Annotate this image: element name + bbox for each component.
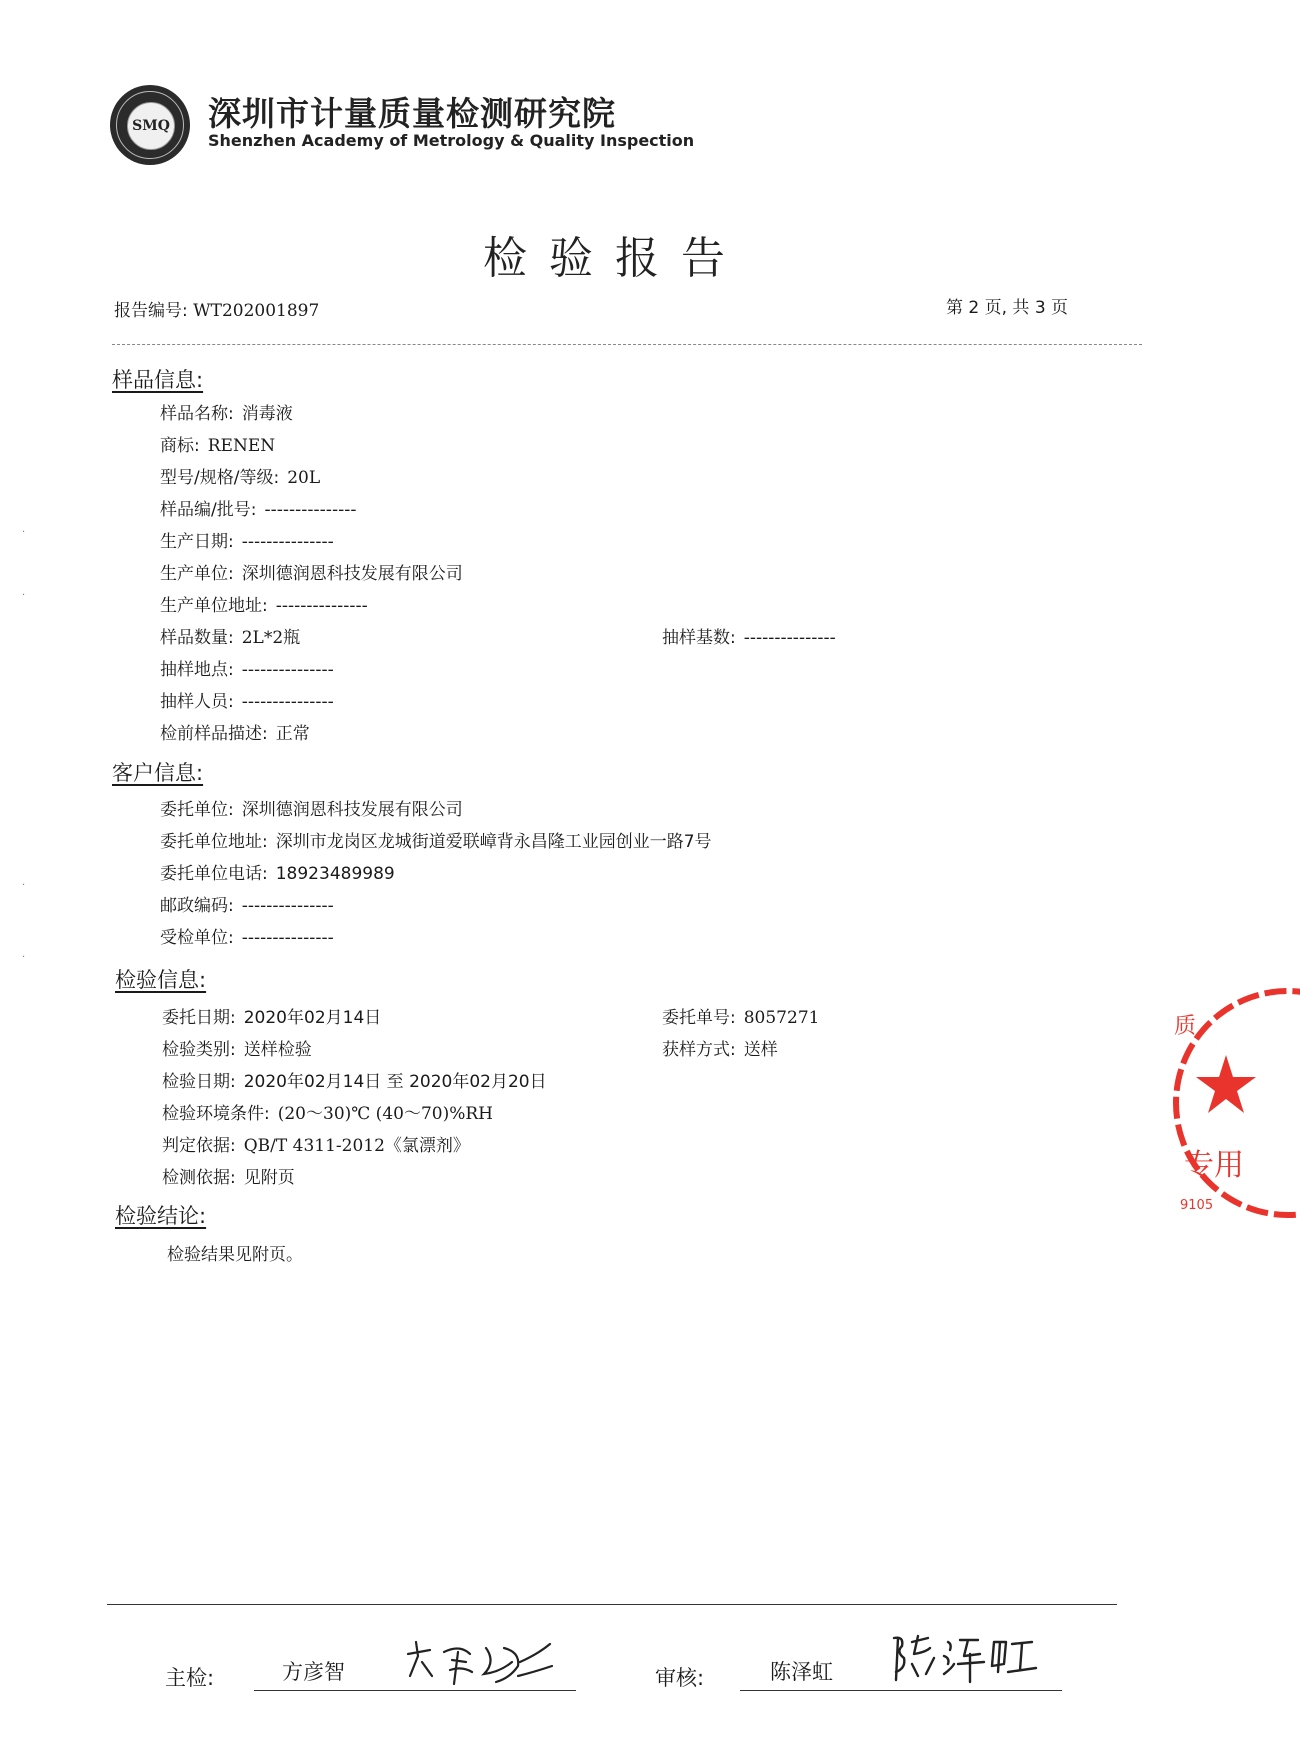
field-value: ---------------: [275, 596, 368, 616]
field-model-spec: [160, 463, 320, 488]
section-inspection-info: 检验信息:: [115, 968, 207, 992]
field-label: 获样方式:: [662, 1040, 736, 1060]
field-value: 消毒液: [241, 404, 293, 424]
field-label: 样品数量:: [160, 628, 234, 648]
section-conclusion: 检验结论:: [115, 1204, 207, 1228]
section-sample-info: 样品信息:: [112, 368, 204, 392]
field-client: [160, 795, 463, 820]
org-name-en: Shenzhen Academy of Metrology & Quality Inspection: [208, 131, 695, 150]
reviewer-name: 陈泽虹: [770, 1660, 833, 1684]
field-value: 18923489989: [275, 864, 395, 884]
field-environment: [162, 1099, 493, 1124]
field-sampling-base: [662, 623, 836, 648]
field-value: ---------------: [241, 532, 334, 552]
field-value: ---------------: [264, 500, 357, 520]
field-label: 抽样基数:: [662, 628, 736, 648]
section-customer-info: 客户信息:: [112, 761, 204, 785]
stamp-code: 9105: [1180, 1198, 1214, 1213]
field-production-date: [160, 527, 334, 552]
field-value: QB/T 4311-2012《氯漂剂》: [243, 1136, 470, 1156]
page-title: 检验报告: [483, 233, 747, 284]
header-divider: [112, 344, 1142, 345]
scan-mark: ·: [22, 880, 26, 891]
field-label: 委托日期:: [162, 1008, 236, 1028]
field-label: 委托单号:: [662, 1008, 736, 1028]
field-label: 受检单位:: [160, 928, 234, 948]
stamp-star-icon: [1196, 1055, 1256, 1113]
inspector-label: 主检:: [165, 1666, 215, 1690]
field-sample-quantity: [160, 623, 300, 648]
field-value: 见附页: [243, 1168, 295, 1188]
field-judgement-basis: [162, 1131, 470, 1156]
field-label: 委托单位地址:: [160, 832, 268, 852]
field-client-phone: [160, 859, 395, 884]
report-number: [114, 296, 319, 321]
field-inspection-date: [162, 1067, 547, 1092]
field-label: 邮政编码:: [160, 896, 234, 916]
field-label: 检验日期:: [162, 1072, 236, 1092]
field-value: 送样: [743, 1040, 778, 1060]
official-stamp: [1170, 985, 1300, 1220]
scan-mark: ·: [22, 952, 26, 963]
field-label: 抽样人员:: [160, 692, 234, 712]
field-value: ---------------: [241, 928, 334, 948]
field-client-address: [160, 827, 712, 852]
field-manufacturer-address: [160, 591, 368, 616]
field-label: 委托单位:: [160, 800, 234, 820]
field-manufacturer: [160, 559, 463, 584]
field-value: ---------------: [743, 628, 836, 648]
stamp-char-2: 专用: [1184, 1148, 1244, 1183]
field-postal-code: [160, 891, 334, 916]
field-inspection-type: [162, 1035, 312, 1060]
field-label: 判定依据:: [162, 1136, 236, 1156]
field-inspected-unit: [160, 923, 334, 948]
field-label: 型号/规格/等级:: [160, 468, 280, 488]
field-value: ---------------: [241, 692, 334, 712]
scan-mark: ·: [22, 527, 26, 538]
field-label: 检验环境条件:: [162, 1104, 270, 1124]
field-value: ---------------: [241, 896, 334, 916]
field-value: 送样检验: [243, 1040, 312, 1060]
scan-mark: ·: [22, 590, 26, 601]
inspector-name: 方彦智: [282, 1660, 345, 1684]
inspector-signature: [400, 1632, 560, 1692]
stamp-char-1: 质: [1174, 1014, 1197, 1039]
field-label: 检前样品描述:: [160, 724, 268, 744]
field-label: 样品编/批号:: [160, 500, 257, 520]
field-value: 深圳德润恩科技发展有限公司: [241, 800, 463, 820]
field-label: 委托单位电话:: [160, 864, 268, 884]
inspector-underline: [254, 1690, 576, 1691]
reviewer-underline: [740, 1690, 1062, 1691]
field-label: 生产日期:: [160, 532, 234, 552]
field-value: ---------------: [241, 660, 334, 680]
field-value: 正常: [275, 724, 310, 744]
field-sampling-staff: [160, 687, 334, 712]
field-sample-method: [662, 1035, 778, 1060]
field-label: 检测依据:: [162, 1168, 236, 1188]
field-label: 商标:: [160, 436, 200, 456]
field-label: 抽样地点:: [160, 660, 234, 680]
field-label: 生产单位地址:: [160, 596, 268, 616]
field-value: 20L: [287, 468, 321, 488]
field-value: (20～30)℃ (40～70)%RH: [277, 1104, 493, 1124]
field-sample-name: [160, 399, 293, 424]
org-name-cn: 深圳市计量质量检测研究院: [208, 94, 616, 133]
field-order-no: [662, 1003, 819, 1028]
field-value: RENEN: [207, 436, 276, 456]
field-value: 深圳德润恩科技发展有限公司: [241, 564, 463, 584]
field-sample-description: [160, 719, 310, 744]
field-sampling-location: [160, 655, 334, 680]
reviewer-signature: [888, 1628, 1038, 1688]
conclusion-text: 检验结果见附页。: [167, 1245, 303, 1265]
reviewer-label: 审核:: [655, 1666, 705, 1690]
field-commission-date: [162, 1003, 381, 1028]
report-number-value: WT202001897: [193, 301, 320, 321]
org-logo: [110, 85, 190, 165]
field-label: 检验类别:: [162, 1040, 236, 1060]
field-test-basis: [162, 1163, 295, 1188]
field-value: 8057271: [743, 1008, 820, 1028]
signature-divider: [107, 1604, 1117, 1605]
field-label: 生产单位:: [160, 564, 234, 584]
field-label: 样品名称:: [160, 404, 234, 424]
field-value: 2L*2瓶: [241, 628, 301, 648]
field-value: 深圳市龙岗区龙城街道爱联嶂背永昌隆工业园创业一路7号: [275, 832, 712, 852]
page-number: 第 2 页, 共 3 页: [946, 298, 1069, 318]
field-batch-no: [160, 495, 356, 520]
field-trademark: [160, 431, 275, 456]
field-value: 2020年02月14日 至 2020年02月20日: [243, 1072, 547, 1092]
report-number-label: 报告编号:: [114, 301, 188, 321]
field-value: 2020年02月14日: [243, 1008, 382, 1028]
logo-text: SMQ: [132, 118, 170, 134]
